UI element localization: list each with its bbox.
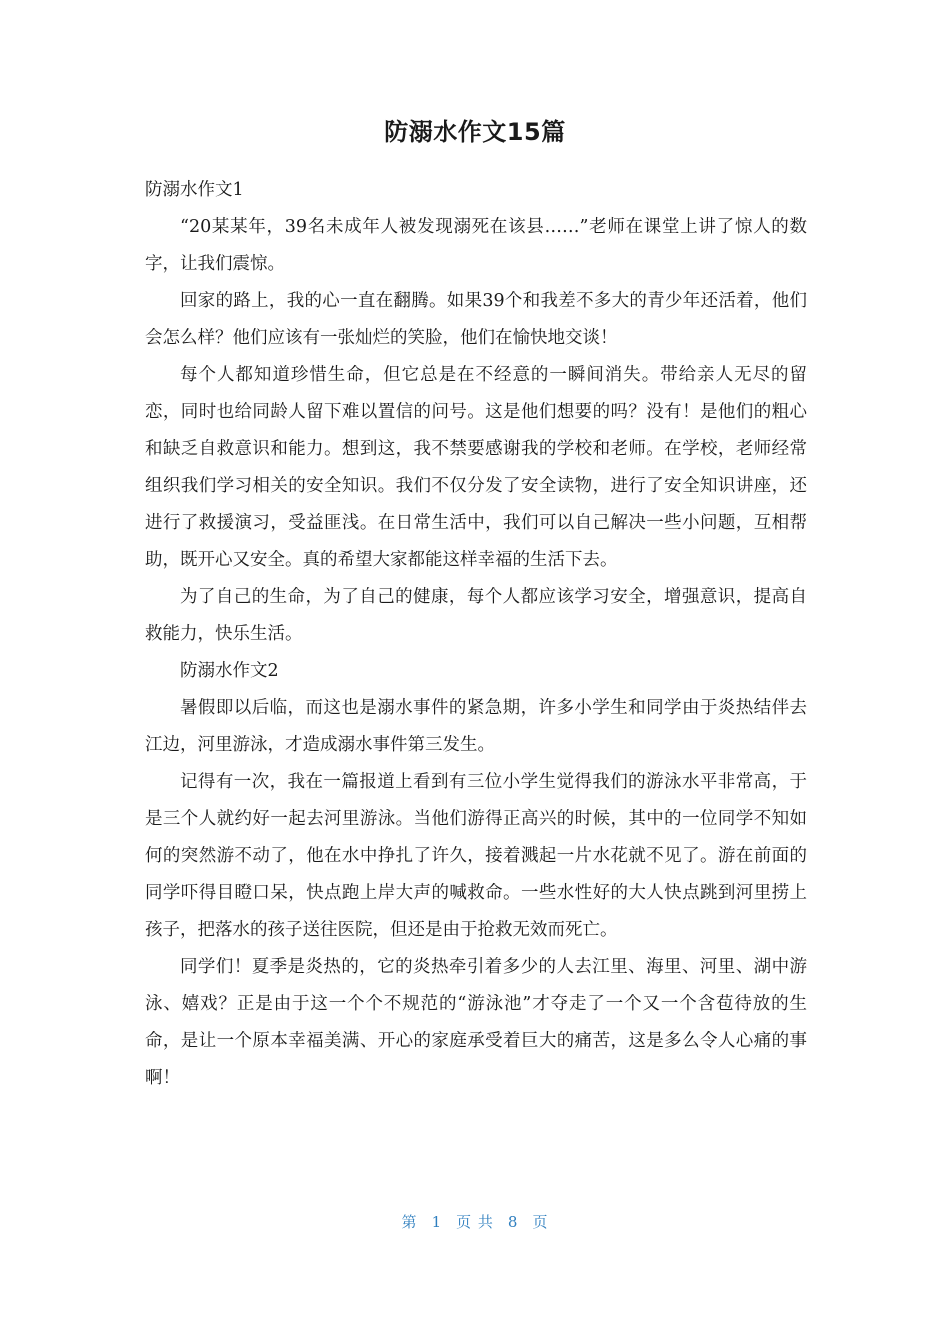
- section-heading: 防溺水作文1: [145, 180, 244, 200]
- paragraph: 回家的路上，我的心一直在翻腾。如果39个和我差不多大的青少年还活着，他们会怎么样？他们应该有一张灿烂的笑脸，他们在愉快地交谈！: [145, 291, 807, 348]
- page-label-prefix: 第: [401, 1213, 418, 1231]
- section-heading: 防溺水作文2: [180, 661, 279, 681]
- paragraph: “20某某年，39名未成年人被发现溺死在该县……”老师在课堂上讲了惊人的数字，让我们震惊。: [145, 217, 807, 274]
- paragraph: 暑假即以后临，而这也是溺水事件的紧急期，许多小学生和同学由于炎热结伴去江边，河里游泳，才造成溺水事件第三发生。: [145, 698, 807, 755]
- total-pages: 8: [507, 1213, 519, 1231]
- paragraph: 每个人都知道珍惜生命，但它总是在不经意的一瞬间消失。带给亲人无尽的留恋，同时也给同龄人留下难以置信的问号。这是他们想要的吗？没有！是他们的粗心和缺乏自救意识和能力。想到这，我不禁要感谢我的学校和老师。在学校，老师经常组织我们学习相关的安全知识。我们不仅分发了安全读物，进行了安全知识讲座，还进行了救援演习，受益匪浅。在日常生活中，我们可以自己解决一些小问题，互相帮助，既开心又安全。真的希望大家都能这样幸福的生活下去。: [145, 365, 807, 570]
- document-body: [145, 172, 807, 1097]
- page-label-suffix: 页: [532, 1213, 549, 1231]
- document-title: 防溺水作文15篇: [384, 118, 566, 146]
- paragraph: 为了自己的生命，为了自己的健康，每个人都应该学习安全，增强意识，提高自救能力，快乐生活。: [145, 587, 807, 644]
- paragraph: 同学们！夏季是炎热的，它的炎热牵引着多少的人去江里、海里、河里、湖中游泳、嬉戏？正是由于这一个个不规范的“游泳池”才夺走了一个又一个含苞待放的生命，是让一个原本幸福美满、开心的家庭承受着巨大的痛苦，这是多么令人心痛的事啊！: [145, 957, 807, 1088]
- page-number: 1: [431, 1213, 443, 1231]
- page-footer: [0, 1208, 950, 1236]
- paragraph: 记得有一次，我在一篇报道上看到有三位小学生觉得我们的游泳水平非常高，于是三个人就约好一起去河里游泳。当他们游得正高兴的时候，其中的一位同学不知如何的突然游不动了，他在水中挣扎了许久，接着溅起一片水花就不见了。游在前面的同学吓得目瞪口呆，快点跑上岸大声的喊救命。一些水性好的大人快点跳到河里捞上孩子，把落水的孩子送往医院，但还是由于抢救无效而死亡。: [145, 772, 807, 940]
- page-label-mid: 页 共: [456, 1213, 494, 1231]
